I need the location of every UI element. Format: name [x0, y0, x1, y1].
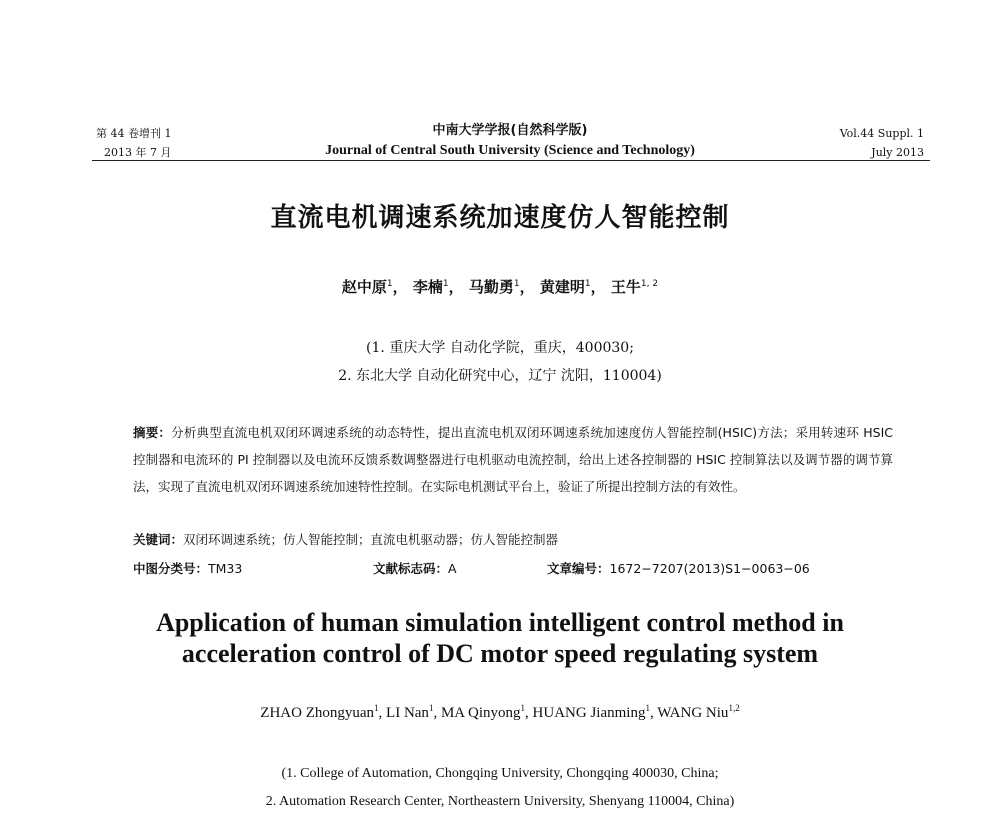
paper-title-en-line-1: Application of human simulation intelligent control method in — [156, 608, 844, 637]
abstract-text: 分析典型直流电机双闭环调速系统的动态特性，提出直流电机双闭环调速系统加速度仿人智能控制(HSIC)方法；采用转速环 HSIC 控制器和电流环的 PI 控制器以及电流环反馈系数调整器进行电机驱动电流控制，给出上述各控制器的 HSIC 控制算法以及调节器的调节算法，实现了直流电机双闭环调速系统加速特性控制。在实际电机测试平台上，验证了所提出控制方法的有效性。 — [133, 425, 893, 494]
abstract-label: 摘要： — [133, 425, 172, 440]
author-list-cn — [0, 276, 1000, 297]
affiliation-cn-1: (1. 重庆大学 自动化学院，重庆，400030; — [366, 340, 634, 356]
author-cn: 赵中原$^1$， — [341, 278, 408, 296]
keywords-text: 双闭环调速系统；仿人智能控制；直流电机驱动器；仿人智能控制器 — [183, 532, 559, 547]
document-code: 文献标志码：A — [373, 561, 457, 576]
clc-number: 中图分类号：TM33 — [133, 561, 243, 576]
journal-name-en: Journal of Central South University (Science and Technology) — [325, 143, 695, 158]
header-divider — [92, 160, 930, 161]
author-en: HUANG Jianming$^1$, — [532, 703, 658, 721]
journal-name-cn: 中南大学学报(自然科学版) — [432, 123, 588, 138]
author-en: ZHAO Zhongyuan$^1$, — [260, 703, 387, 721]
affiliation-en-1: (1. College of Automation, Chongqing University, Chongqing 400030, China; — [281, 766, 719, 781]
keywords-cn — [133, 529, 558, 551]
keywords-label: 关键词： — [133, 532, 184, 547]
author-cn: 李楠$^1$， — [412, 278, 464, 296]
abstract-cn — [133, 419, 893, 500]
header-date-cn: 2013 年 7 月 — [104, 146, 172, 159]
article-number: 文章编号：1672−7207(2013)S1−0063−06 — [547, 561, 810, 576]
paper-title-en-line-2: acceleration control of DC motor speed regulating system — [181, 639, 819, 668]
author-en: MA Qinyong$^1$, — [440, 703, 533, 721]
affiliation-en-2: 2. Automation Research Center, Northeastern University, Shenyang 110004, China) — [265, 794, 735, 809]
author-en: WANG Niu$^{1,2}$ — [657, 703, 740, 721]
affiliations-en — [0, 760, 1000, 816]
header-volume-info-en — [840, 124, 924, 162]
affiliation-cn-2: 2. 东北大学 自动化研究中心，辽宁 沈阳，110004) — [338, 368, 662, 384]
author-cn: 马勤勇$^1$， — [468, 278, 535, 296]
header-volume-en: Vol.44 Suppl. 1 — [839, 127, 924, 140]
author-en: LI Nan$^1$, — [386, 703, 441, 721]
header-volume: 第 44 卷增刊 1 — [96, 127, 172, 140]
paper-title-en — [0, 607, 1000, 669]
header-volume-info — [96, 124, 172, 162]
header-journal — [300, 121, 720, 160]
paper-title-cn: 直流电机调速系统加速度仿人智能控制 — [270, 203, 730, 233]
author-cn: 王牛$^{1, 2}$ — [610, 278, 659, 296]
author-cn: 黄建明$^1$， — [539, 278, 606, 296]
affiliations-cn — [0, 334, 1000, 390]
header-date-en: July 2013 — [871, 146, 924, 159]
author-list-en — [0, 703, 1000, 722]
